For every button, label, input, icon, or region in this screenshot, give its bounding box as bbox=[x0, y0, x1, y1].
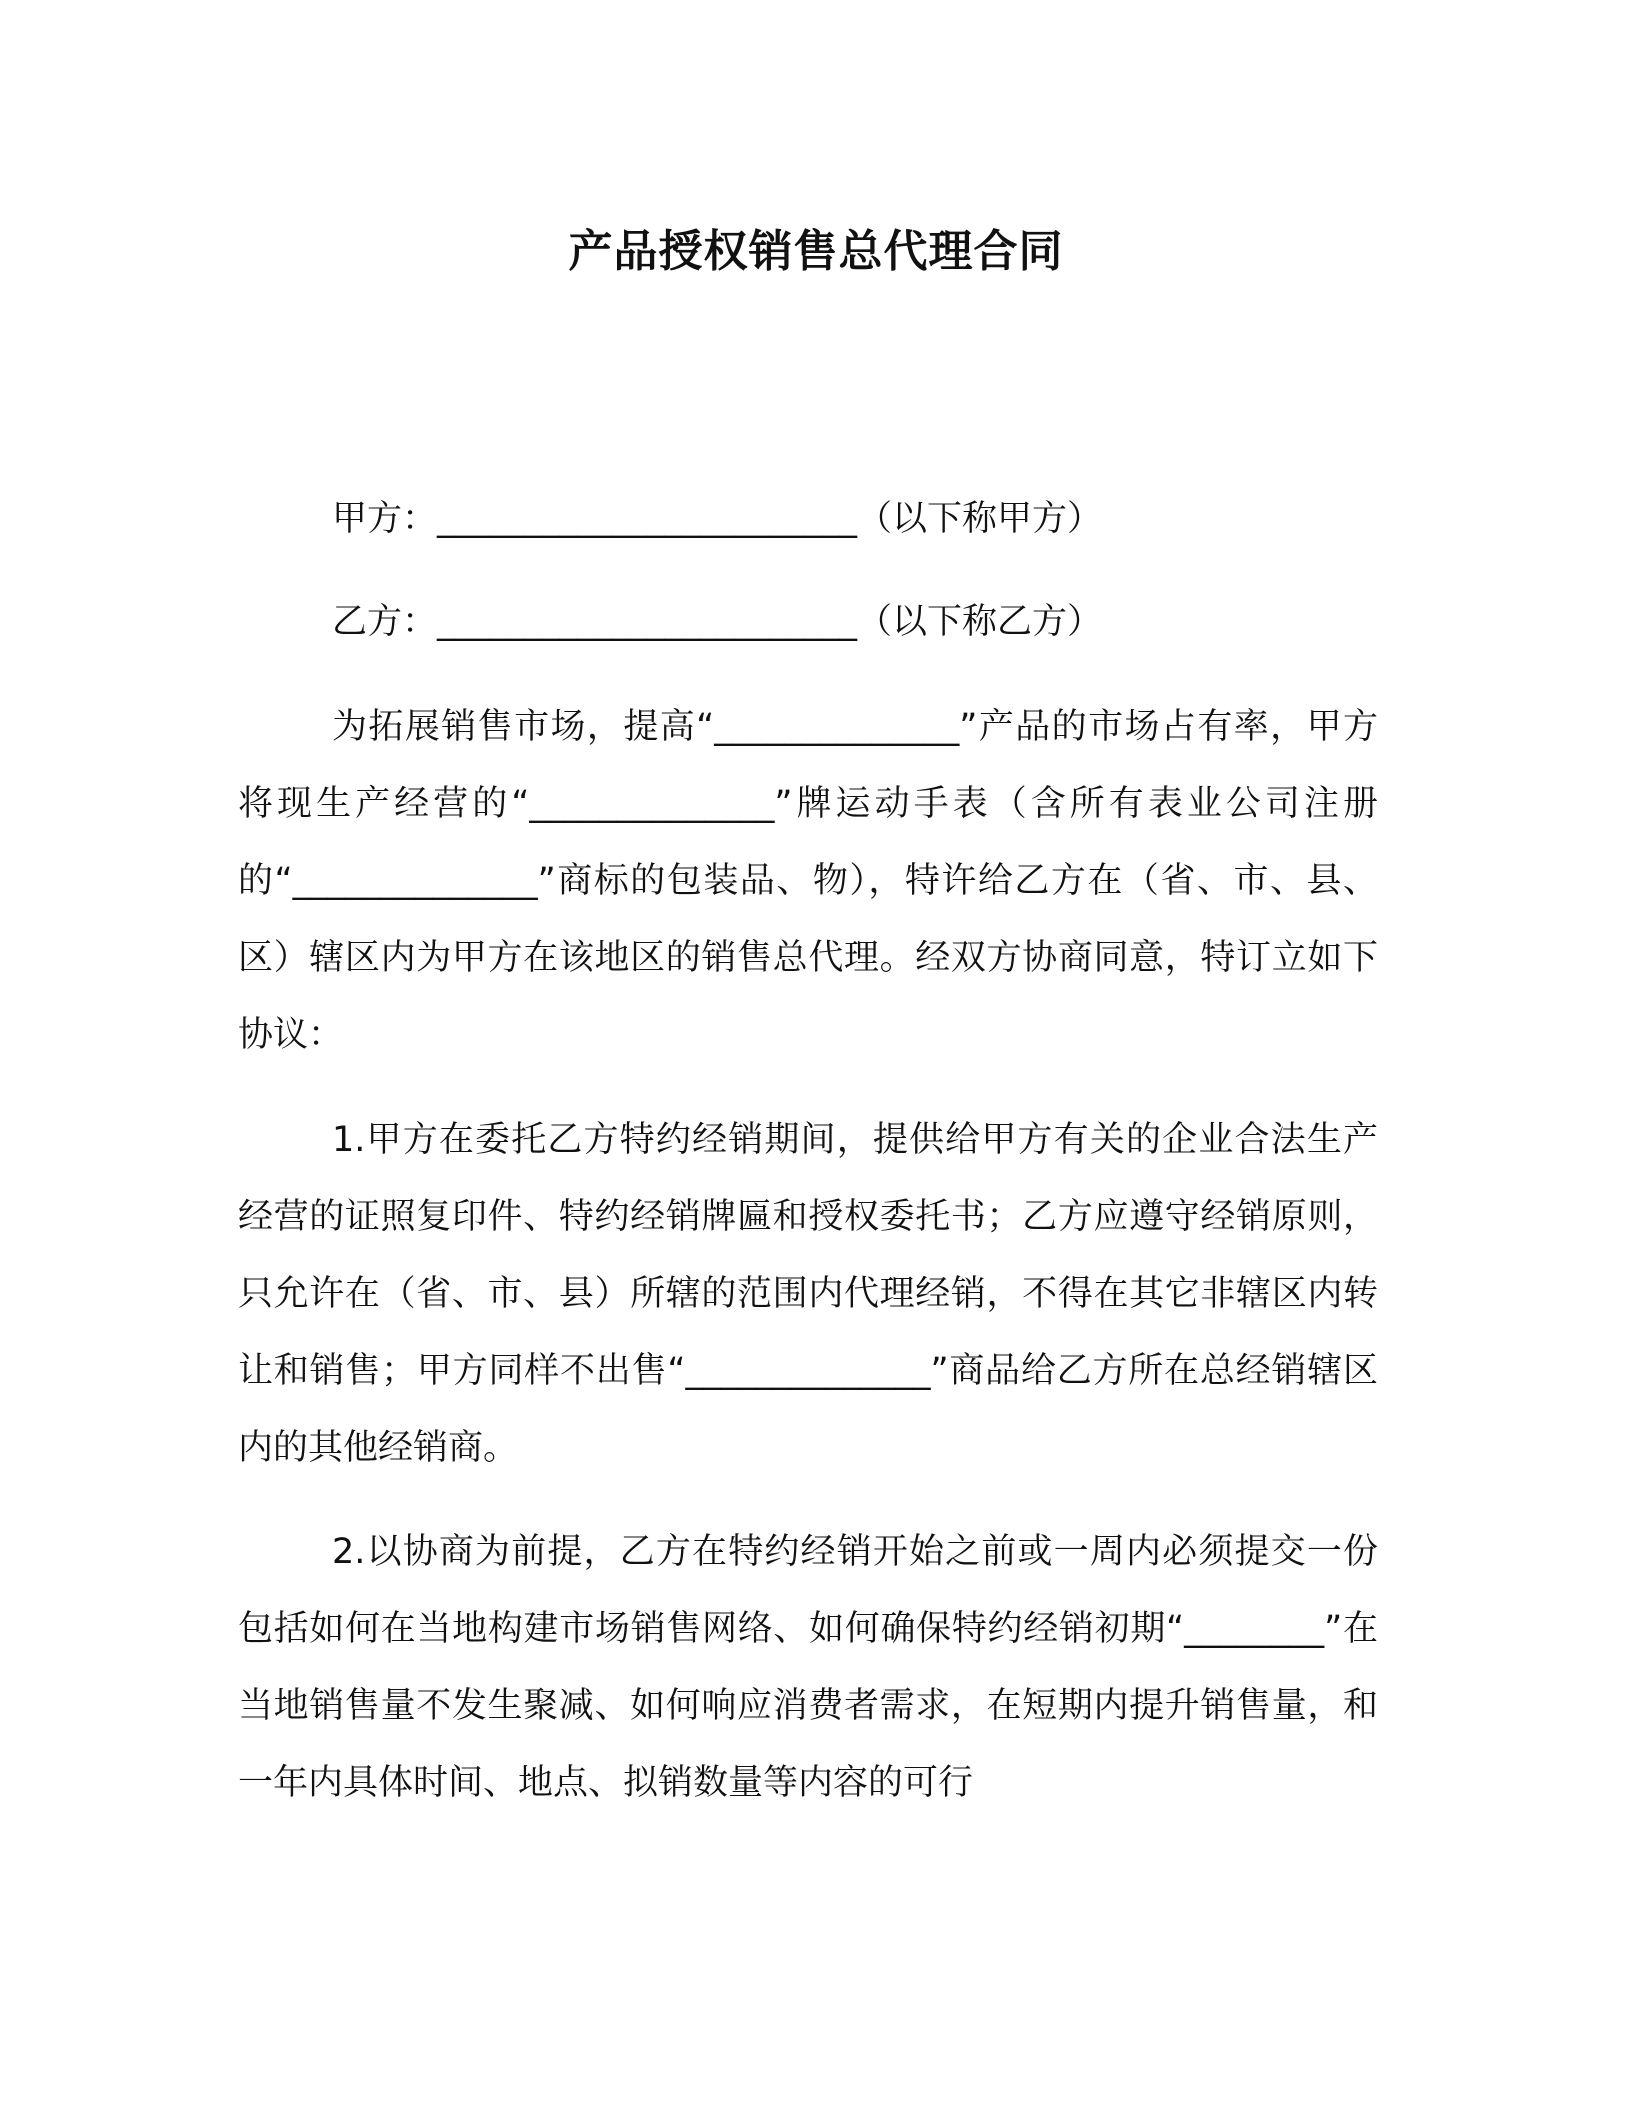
clause-1-paragraph: 1.甲方在委托乙方特约经销期间，提供给甲方有关的企业合法生产经营的证照复印件、特约经销牌匾和授权委托书；乙方应遵守经销原则，只允许在（省、市、县）所辖的范围内代理经销，不得在其它非辖区内转让和销售；甲方同样不出售“______________”商品给乙方所在总经销辖区内的其他经销商。 bbox=[238, 1120, 1378, 1468]
clause-2-paragraph: 2.以协商为前提，乙方在特约经销开始之前或一周内必须提交一份包括如何在当地构建市场销售网络、如何确保特约经销初期“________”在当地销售量不发生聚减、如何响应消费者需求，在短期内提升销售量，和一年内具体时间、地点、拟销数量等内容的可行 bbox=[238, 1532, 1378, 1803]
party-a-line: 甲方：________________________（以下称甲方） bbox=[332, 499, 1103, 539]
party-b-line: 乙方：________________________（以下称乙方） bbox=[332, 602, 1103, 642]
document-title: 产品授权销售总代理合同 bbox=[568, 226, 1064, 277]
intro-paragraph: 为拓展销售市场，提高“______________”产品的市场占有率，甲方将现生产经营的“______________”牌运动手表（含所有表业公司注册的“______________”商标的包装品、物），特许给乙方在（省、市、县、区）辖区内为甲方在该地区的销售总代理。经双方协商同意，特订立如下协议： bbox=[238, 707, 1378, 1055]
